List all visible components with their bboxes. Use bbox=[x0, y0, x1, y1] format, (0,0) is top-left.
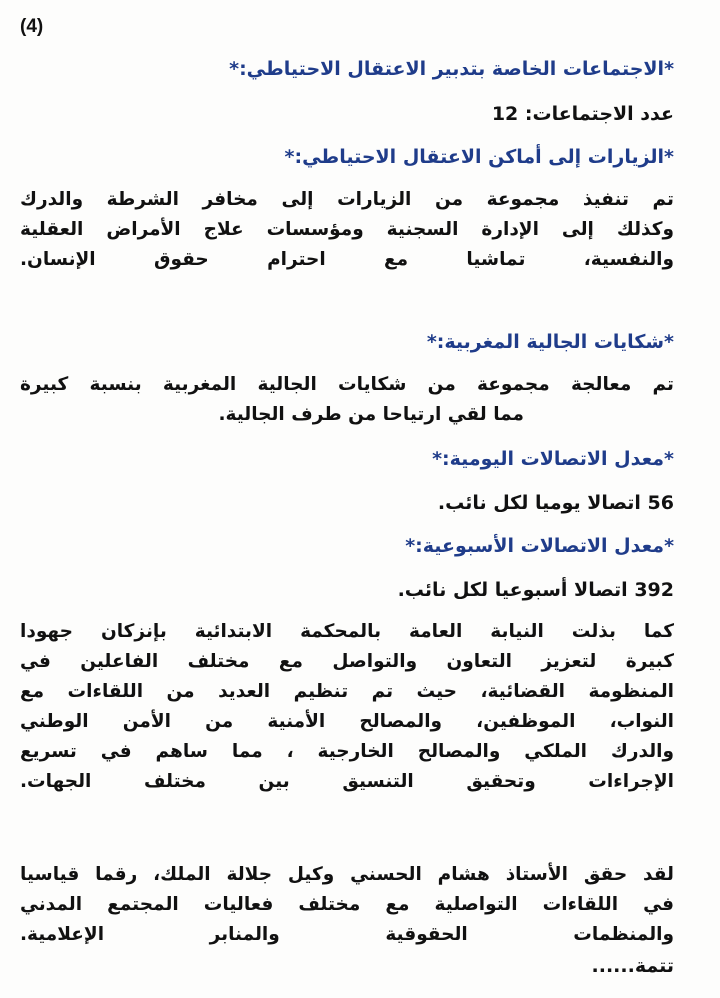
visits-line: والنفسية، تماشيا مع احترام حقوق الإنسان. bbox=[20, 249, 674, 270]
efforts-line: المنظومة القضائية، حيث تم تنظيم العديد من اللقاءات مع bbox=[20, 681, 674, 702]
complaints-line: مما لقي ارتياحا من طرف الجالية. bbox=[218, 404, 524, 425]
efforts-line: كبيرة لتعزيز التعاون والتواصل مع مختلف الفاعلين في bbox=[20, 651, 674, 672]
weekly-calls-value: 392 اتصالا أسبوعيا لكل نائب. bbox=[397, 579, 674, 601]
efforts-line: والدرك الملكي والمصالح الخارجية ، مما ساهم في تسريع bbox=[20, 741, 674, 762]
efforts-line: الإجراءات وتحقيق التنسيق بين مختلف الجهات. bbox=[20, 771, 674, 792]
visits-line: تم تنفيذ مجموعة من الزيارات إلى مخافر الشرطة والدرك bbox=[20, 189, 674, 210]
acknowledgment-line: في اللقاءات التواصلية مع مختلف فعاليات المجتمع المدني bbox=[20, 894, 674, 915]
daily-calls-value: 56 اتصالا يوميا لكل نائب. bbox=[437, 492, 674, 514]
heading-weekly-calls: *معدل الاتصالات الأسبوعية:* bbox=[405, 535, 674, 557]
heading-daily-calls: *معدل الاتصالات اليومية:* bbox=[432, 448, 674, 470]
efforts-line: كما بذلت النيابة العامة بالمحكمة الابتدائية بإنزكان جهودا bbox=[20, 621, 674, 642]
page-number: (4) bbox=[20, 16, 44, 37]
efforts-line: النواب، الموظفين، والمصالح الأمنية من الأمن الوطني bbox=[20, 711, 674, 732]
closing-note: تتمة...... bbox=[591, 955, 674, 977]
heading-visits: *الزيارات إلى أماكن الاعتقال الاحتياطي:* bbox=[284, 146, 674, 168]
acknowledgment-line: لقد حقق الأستاذ هشام الحسني وكيل جلالة الملك، رقما قياسيا bbox=[20, 864, 674, 885]
heading-diaspora-complaints: *شكايات الجالية المغربية:* bbox=[426, 331, 674, 353]
acknowledgment-paragraph bbox=[20, 860, 674, 950]
complaints-line: تم معالجة مجموعة من شكايات الجالية المغربية بنسبة كبيرة bbox=[20, 374, 674, 395]
acknowledgment-line: والمنظمات الحقوقية والمنابر الإعلامية. bbox=[20, 924, 674, 945]
heading-meetings: *الاجتماعات الخاصة بتدبير الاعتقال الاحتياطي:* bbox=[229, 58, 674, 80]
efforts-paragraph bbox=[20, 617, 674, 797]
complaints-paragraph bbox=[20, 370, 674, 430]
visits-line: وكذلك إلى الإدارة السجنية ومؤسسات علاج الأمراض العقلية bbox=[20, 219, 674, 240]
visits-paragraph bbox=[20, 185, 674, 275]
meetings-count: عدد الاجتماعات: 12 bbox=[491, 103, 674, 125]
